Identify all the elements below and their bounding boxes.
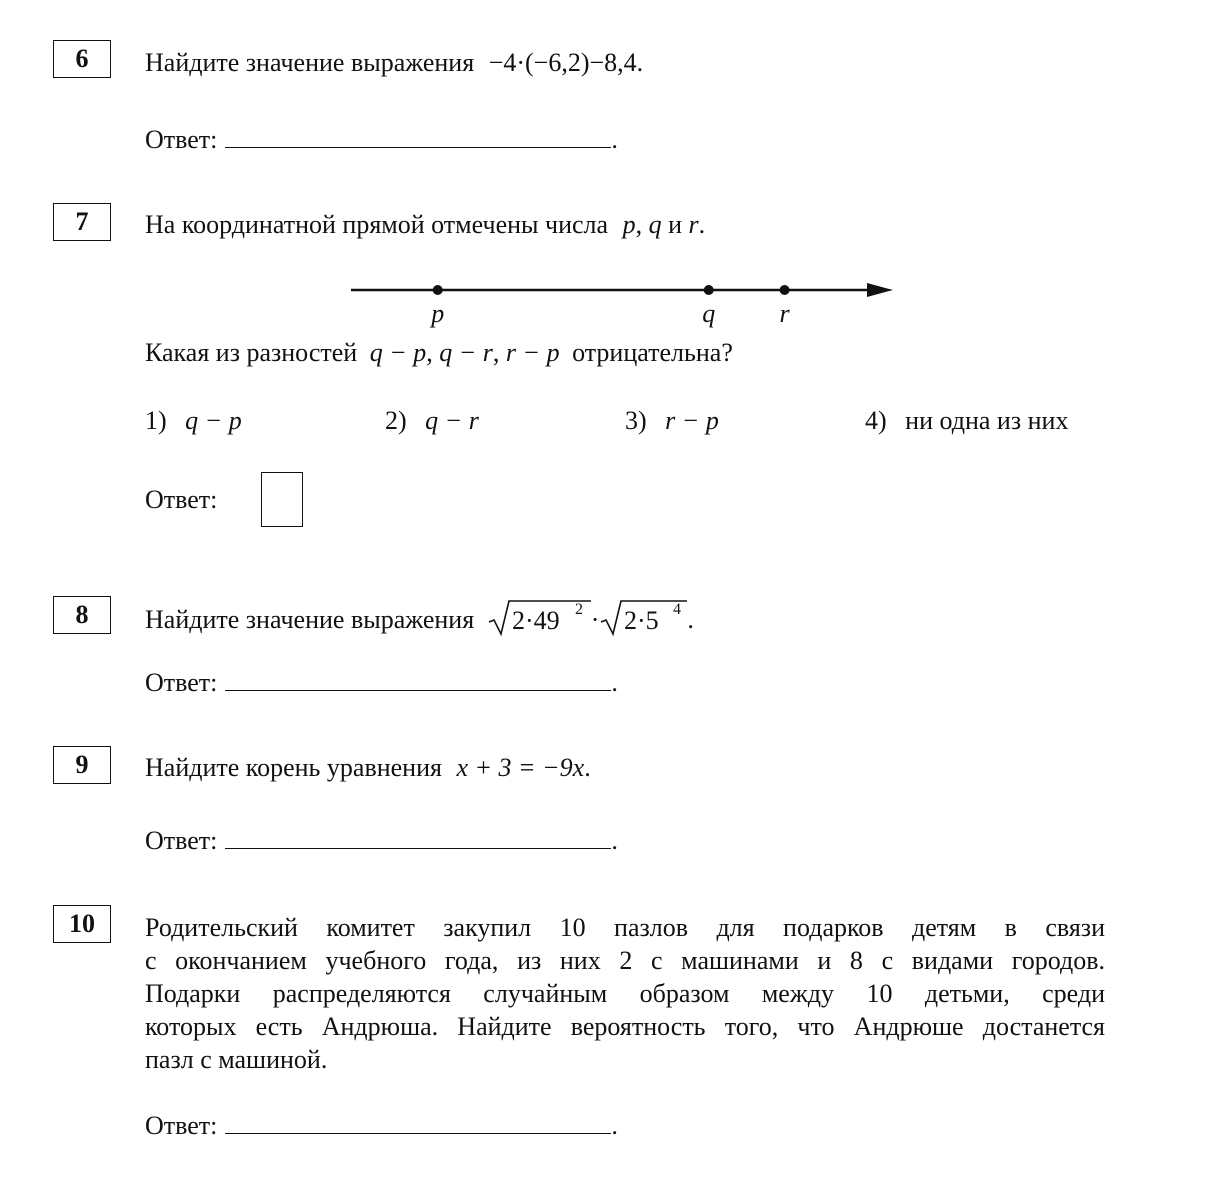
number-line	[345, 270, 905, 330]
number-line-arrow	[867, 283, 893, 297]
task-9-answer-line[interactable]	[225, 826, 611, 849]
task-10-answer: Ответ: .	[145, 1111, 618, 1140]
task-9-prompt: Найдите корень уравнения	[145, 753, 442, 782]
sqrt-2	[599, 598, 687, 638]
task-number-8: 8	[53, 596, 111, 634]
answer-label: Ответ:	[145, 125, 218, 154]
option-3-text: r − p	[665, 406, 719, 435]
task-9-text: Найдите корень уравнения x + 3 = −9x.	[145, 753, 591, 782]
diff-1: q − p	[369, 338, 427, 367]
task-6-text: Найдите значение выражения −4·(−6,2)−8,4.	[145, 48, 644, 77]
answer-label: Ответ:	[145, 1111, 218, 1140]
option-1[interactable]	[145, 406, 242, 436]
task-9-equation: x + 3 = −9x	[456, 753, 585, 782]
point-r	[780, 285, 790, 295]
option-1-number: 1)	[145, 406, 167, 435]
task-10-line: с окончанием учебного года, из них 2 с машинами и 8 с видами городов.	[145, 946, 1105, 975]
task-7-question: Какая из разностей q − p, q − r, r − p отрицательна?	[145, 338, 733, 367]
task-8-answer: Ответ: .	[145, 668, 618, 697]
answer-label: Ответ:	[145, 668, 218, 697]
task-7-answer-box[interactable]	[261, 472, 303, 527]
sqrt-2-exponent: 4	[673, 601, 682, 618]
task-6-expression: −4·(−6,2)−8,4	[488, 48, 637, 77]
option-1-text: q − p	[185, 406, 242, 435]
question-suffix: отрицательна?	[572, 338, 733, 367]
task-8-text: Найдите значение выражения 2·49 2 · 2·5 4 .	[145, 598, 694, 638]
sqrt-2-base: 2·5	[624, 606, 660, 635]
option-3[interactable]	[625, 406, 719, 436]
task-7-text	[145, 210, 705, 240]
task-6-prompt: Найдите значение выражения	[145, 48, 475, 77]
sqrt-1-exponent: 2	[574, 601, 583, 618]
point-q	[704, 285, 714, 295]
task-6-answer: Ответ: .	[145, 125, 618, 154]
task-number-9: 9	[53, 746, 111, 784]
conjunction: и	[668, 210, 682, 239]
task-10-answer-line[interactable]	[225, 1111, 611, 1134]
question-prefix: Какая из разностей	[145, 338, 358, 367]
task-8-answer-line[interactable]	[225, 668, 611, 691]
task-number-7: 7	[53, 203, 111, 241]
option-4-number: 4)	[865, 406, 887, 435]
point-label-p: p	[431, 299, 445, 328]
var-p: p	[622, 210, 636, 239]
task-10-text	[145, 911, 1105, 1076]
option-4-text: ни одна из них	[905, 406, 1069, 435]
var-q: q	[648, 210, 662, 239]
separator: ,	[635, 210, 643, 239]
task-number-6: 6	[53, 40, 111, 78]
task-6-answer-line[interactable]	[225, 125, 611, 148]
option-2-number: 2)	[385, 406, 407, 435]
point-label-r: r	[779, 299, 790, 328]
task-10-line: Подарки распределяются случайным образом между 10 детьми, среди	[145, 979, 1105, 1008]
diff-2: q − r	[439, 338, 493, 367]
option-2-text: q − r	[425, 406, 479, 435]
answer-label: Ответ:	[145, 826, 218, 855]
task-9-answer: Ответ: .	[145, 826, 618, 855]
number-line-points	[429, 285, 790, 328]
option-3-number: 3)	[625, 406, 647, 435]
sqrt-1-base: 2·49	[511, 606, 560, 635]
diff-3: r − p	[505, 338, 560, 367]
task-10-line: пазл с машиной.	[145, 1045, 328, 1074]
var-r: r	[688, 210, 699, 239]
period: .	[698, 210, 706, 239]
option-4[interactable]	[865, 406, 1068, 436]
sqrt-1	[487, 598, 591, 638]
multiply-dot: ·	[590, 605, 600, 634]
point-p	[433, 285, 443, 295]
point-label-q: q	[702, 299, 716, 328]
task-7-prompt: На координатной прямой отмечены числа	[145, 210, 609, 239]
option-2[interactable]	[385, 406, 479, 436]
task-10-line: которых есть Андрюша. Найдите вероятность того, что Андрюше достанется	[145, 1012, 1105, 1041]
task-7-answer-label: Ответ:	[145, 485, 218, 514]
task-8-prompt: Найдите значение выражения	[145, 605, 475, 634]
task-10-line: Родительский комитет закупил 10 пазлов для подарков детям в связи	[145, 913, 1105, 942]
task-number-10: 10	[53, 905, 111, 943]
